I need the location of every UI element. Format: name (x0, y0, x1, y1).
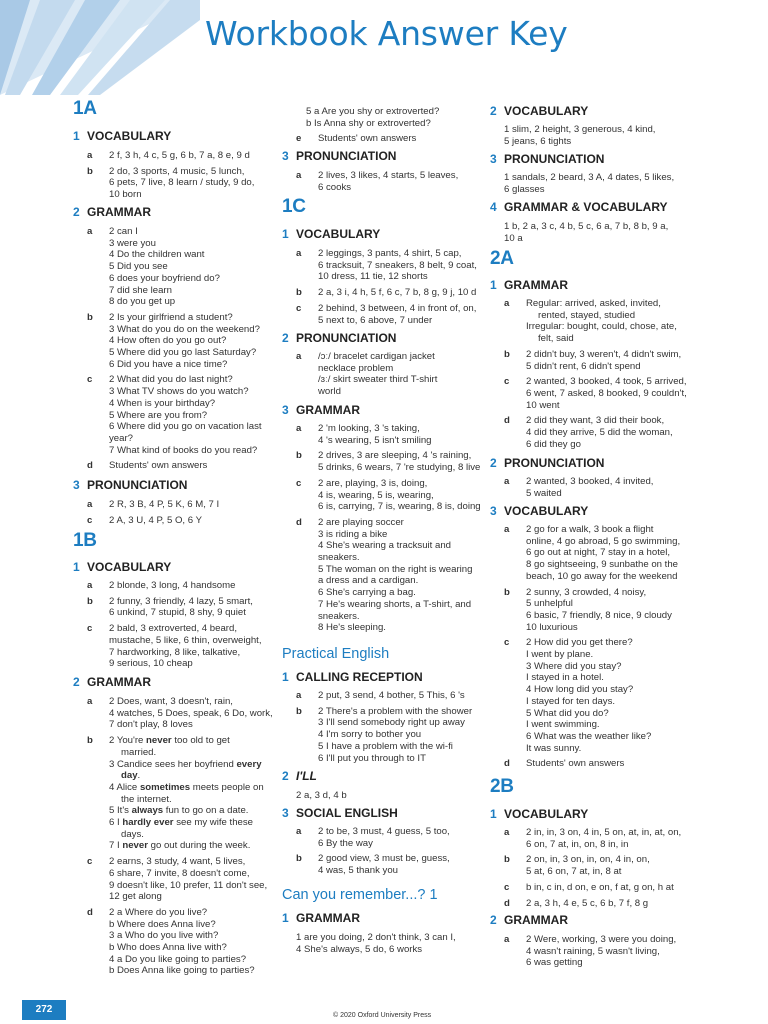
answer-item: c 2 bald, 3 extroverted, 4 beard, mustache, 5 like, 6 thin, overweight, 7 hardworking, 8 like, talkative, 9 serious, 10 cheap (87, 623, 262, 670)
section-heading: 2 GRAMMAR (73, 675, 151, 689)
section-heading: 3 PRONUNCIATION (490, 152, 605, 166)
answer-item: a 2 Were, working, 3 were you doing, 4 wasn't raining, 5 wasn't living, 6 was getting (504, 934, 677, 969)
answer-item: b 2 Is your girlfriend a student? 3 What do you do on the weekend? 4 How often do you go out? 5 Where did you go last Saturday? 6 Did you have a nice time? (87, 311, 260, 370)
answer-block: 1 are you doing, 2 don't think, 3 can I, 4 She's always, 5 do, 6 works (296, 932, 456, 955)
answer-block (296, 170, 486, 193)
section-heading: 2 I'LL (282, 769, 317, 783)
section-heading: 2 PRONUNCIATION (282, 331, 397, 345)
answer-item: d Students' own answers (87, 460, 208, 472)
answer-block (296, 248, 491, 326)
answer-item: a Regular: arrived, asked, invited, rented, stayed, studied Irregular: bought, could, chose, ate, felt, said (504, 298, 677, 345)
copyright-notice: © 2020 Oxford University Press (333, 1012, 432, 1019)
answer-block (296, 423, 491, 634)
answer-item: c 2 A, 3 U, 4 P, 5 O, 6 Y (87, 514, 202, 526)
answer-block (87, 226, 282, 472)
answer-item: d 2 a Where do you live? b Where does Anna live? 3 a Who do you live with? b Who does Anna live with? 4 a Do you like going to parties? b Does Anna like going to parties? (87, 906, 255, 977)
answer-block: 1 slim, 2 height, 3 generous, 4 kind, 5 jeans, 6 tights (504, 124, 656, 147)
answer-item: b 2 do, 3 sports, 4 music, 5 lunch, 6 pets, 7 live, 8 learn / study, 9 do, 10 born (87, 165, 255, 201)
answer-block (87, 580, 282, 670)
answer-block (296, 826, 491, 877)
answer-item: b 2 didn't buy, 3 weren't, 4 didn't swim, 5 didn't rent, 6 didn't spend (504, 348, 682, 372)
practical-english-heading: Practical English (282, 646, 390, 662)
answer-item: c 2 wanted, 3 booked, 4 took, 5 arrived, 6 went, 7 asked, 8 booked, 9 couldn't, 10 went (504, 376, 687, 411)
section-heading: 1 VOCABULARY (490, 807, 589, 821)
answer-block: 5 a Are you shy or extroverted? b Is Anna shy or extroverted? e Students' own answers (296, 106, 491, 145)
section-heading: 1 VOCABULARY (282, 227, 381, 241)
section-heading: 3 VOCABULARY (490, 504, 589, 518)
answer-item: a 2 leggings, 3 pants, 4 shirt, 5 cap, 6 tracksuit, 7 sneakers, 8 belt, 9 coat, 10 dress, 11 tie, 12 shorts (296, 248, 477, 283)
answer-item: a /ɔː/ bracelet cardigan jacket necklace problem /ɜː/ skirt sweater third T-shirt world (296, 351, 438, 398)
answer-item: b 2 good view, 3 must be, guess, 4 was, 5 thank you (296, 853, 450, 877)
answer-item: e Students' own answers (296, 133, 417, 145)
answer-item: b 2 sunny, 3 crowded, 4 noisy, 5 unhelpful 6 basic, 7 friendly, 8 nice, 9 cloudy 10 luxurious (504, 586, 672, 633)
answer-item: c 2 What did you do last night? 3 What TV shows do you watch? 4 When is your birthday? 5 Where are you from? 6 Where did you go on vacation last year? 7 What kind of books do you read? (87, 374, 262, 456)
answer-block: 1 sandals, 2 beard, 3 A, 4 dates, 5 likes, 6 glasses (504, 172, 675, 195)
answer-item: d 2 did they want, 3 did their book, 4 did they arrive, 5 did the woman, 6 did they go (504, 415, 673, 450)
answer-block: 1 b, 2 a, 3 c, 4 b, 5 c, 6 a, 7 b, 8 b, 9 a, 10 a (504, 221, 669, 244)
answer-item: c 2 earns, 3 study, 4 want, 5 lives, 6 share, 7 invite, 8 doesn't come, 9 doesn't like, 10 prefer, 11 don't see, 12 get along (87, 856, 268, 903)
section-heading: 3 SOCIAL ENGLISH (282, 806, 398, 820)
answer-item: a 2 'm looking, 3 's taking, 4 's wearing, 5 isn't smiling (296, 423, 432, 446)
answer-block (504, 827, 704, 909)
section-heading: 3 GRAMMAR (282, 403, 360, 417)
section-heading: 4 GRAMMAR & VOCABULARY (490, 200, 668, 214)
section-heading: 1 CALLING RECEPTION (282, 670, 423, 684)
section-heading: 2 GRAMMAR (490, 913, 568, 927)
answer-item: a 2 blonde, 3 long, 4 handsome (87, 580, 236, 591)
answer-item: c b in, c in, d on, e on, f at, g on, h at (504, 881, 674, 893)
answer-item: d 2 are playing soccer 3 is riding a bike 4 She's wearing a tracksuit and sneakers. 5 The woman on the right is wearing a dress and a cardigan. 6 She's carrying a bag. 7 He's wearing shorts, a T-shirt, and sneakers. 8 He's sleeping. (296, 516, 473, 634)
answer-item: c 2 How did you get there? I went by plane. 3 Where did you stay? I stayed in a hotel. 4 How long did you stay? I stayed for ten days. 5 What did you do? I went swimming. 6 What was the weather like? It was sunny. (504, 637, 652, 754)
section-heading: 1 GRAMMAR (490, 278, 568, 292)
header-fan-graphic (0, 0, 200, 95)
answer-item: a 2 lives, 3 likes, 4 starts, 5 leaves, 6 cooks (296, 170, 459, 193)
answer-item: a 2 wanted, 3 booked, 4 invited, 5 waited (504, 476, 654, 499)
section-heading: 1 GRAMMAR (282, 911, 360, 925)
section-heading: 1 VOCABULARY (73, 560, 172, 574)
section-heading: 1 VOCABULARY (73, 129, 172, 143)
page-title: Workbook Answer Key (205, 14, 568, 53)
section-heading: 2 VOCABULARY (490, 104, 589, 118)
answer-block (504, 476, 699, 499)
answer-item: b 2 a, 3 i, 4 h, 5 f, 6 c, 7 b, 8 g, 9 j, 10 d (296, 287, 477, 299)
section-heading: 2 GRAMMAR (73, 205, 151, 219)
answer-item: a 2 can I 3 were you 4 Do the children want 5 Did you see 6 does your boyfriend do? 7 did she learn 8 do you get up (87, 226, 220, 308)
answer-item: a 2 in, in, 3 on, 4 in, 5 on, at, in, at, on, 6 on, 7 at, in, on, 8 in, in (504, 827, 682, 850)
answer-item: a 2 go for a walk, 3 book a flight online, 4 go abroad, 5 go swimming, 6 go out at night, 7 stay in a hotel, 8 go sightseeing, 9 sunbathe on the beach, 10 go away for the weekend (504, 524, 681, 582)
answer-item: b 2 There's a problem with the shower 3 I'll send somebody right up away 4 I'm sorry to bother you 5 I have a problem with the wi-fi 6 I'll put you through to IT (296, 705, 473, 764)
section-heading: 2 PRONUNCIATION (490, 456, 605, 470)
unit-1a-heading: 1A (73, 98, 97, 119)
answer-item: d Students' own answers (504, 758, 625, 770)
answer-block (87, 150, 277, 201)
answer-block (504, 298, 699, 450)
answer-item: b 2 drives, 3 are sleeping, 4 's raining, 5 drinks, 6 wears, 7 're studying, 8 live (296, 450, 481, 474)
section-heading: 3 PRONUNCIATION (73, 478, 188, 492)
answer-item: d 2 a, 3 h, 4 e, 5 c, 6 b, 7 f, 8 g (504, 897, 649, 909)
unit-1c-heading: 1C (282, 196, 306, 217)
answer-block (504, 524, 699, 770)
answer-item: b 2 You're never too old to get married. 3 Candice sees her boyfriend every day. 4 Alice sometimes meets people on the internet. 5 It's always fun to go on a date. 6 I hardly ever see my wife these days. 7 I never go out during the week. (87, 735, 264, 852)
answer-item: b 2 on, in, 3 on, in, on, 4 in, on, 5 at, 6 on, 7 at, in, 8 at (504, 854, 650, 878)
unit-2b-heading: 2B (490, 776, 514, 797)
answer-block (504, 934, 699, 969)
unit-2a-heading: 2A (490, 248, 514, 269)
answer-block: 2 a, 3 d, 4 b (296, 790, 347, 801)
section-heading: 3 PRONUNCIATION (282, 149, 397, 163)
answer-block (87, 499, 277, 526)
answer-block (87, 696, 282, 977)
answer-item: b 2 funny, 3 friendly, 4 lazy, 5 smart, 6 unkind, 7 stupid, 8 shy, 9 quiet (87, 595, 253, 619)
answer-item: a 2 Does, want, 3 doesn't, rain, 4 watches, 5 Does, speak, 6 Do, work, 7 don't play, 8 loves (87, 696, 273, 731)
answer-item: a 2 R, 3 B, 4 P, 5 K, 6 M, 7 I (87, 499, 220, 510)
answer-item: c 2 behind, 3 between, 4 in front of, on, 5 next to, 6 above, 7 under (296, 302, 477, 326)
page-number: 272 (22, 1000, 66, 1020)
unit-1b-heading: 1B (73, 530, 97, 551)
answer-item: a 2 f, 3 h, 4 c, 5 g, 6 b, 7 a, 8 e, 9 d (87, 150, 250, 161)
answer-item: a 2 put, 3 send, 4 bother, 5 This, 6 's (296, 690, 465, 701)
answer-block (296, 690, 491, 764)
answer-block (296, 351, 491, 398)
can-you-remember-heading: Can you remember...? 1 (282, 887, 438, 903)
answer-item: a 2 to be, 3 must, 4 guess, 5 too, 6 By the way (296, 826, 450, 849)
answer-item: c 2 are, playing, 3 is, doing, 4 is, wearing, 5 is, wearing, 6 is, carrying, 7 is, wearing, 8 is, doing (296, 477, 481, 513)
